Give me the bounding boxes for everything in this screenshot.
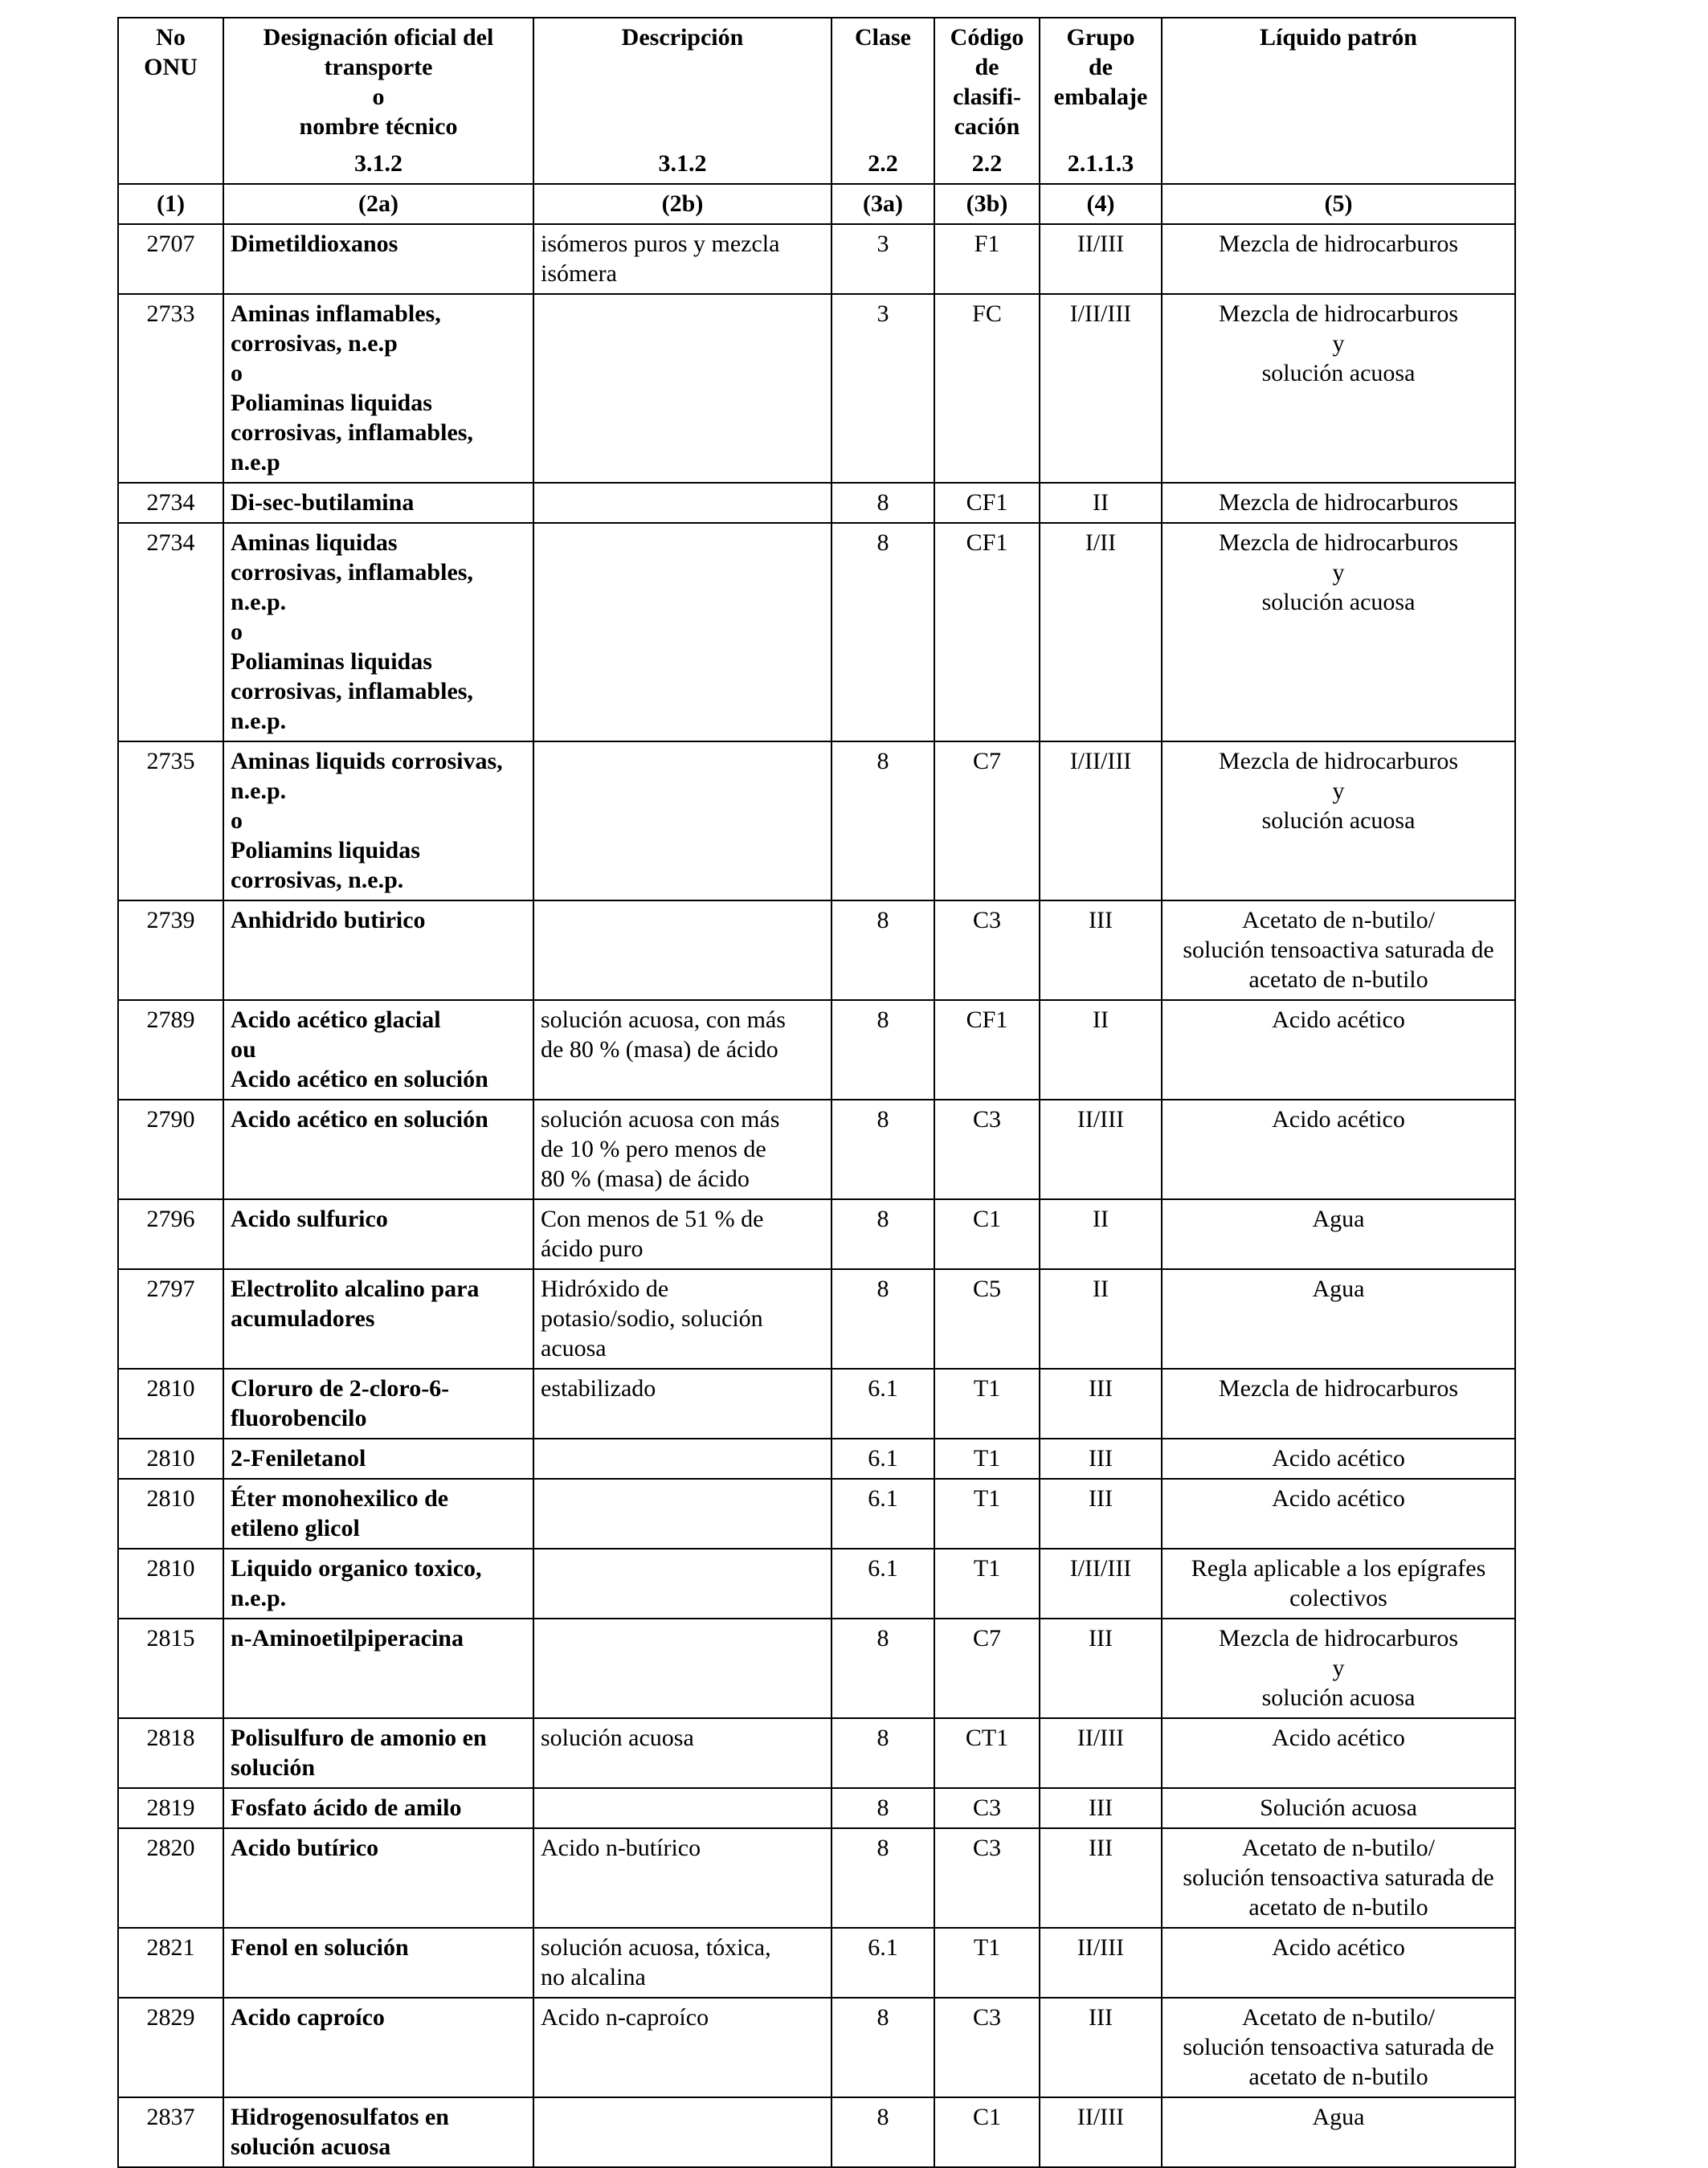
shipping-name-cell: Acido acético glacial ou Acido acético en solución bbox=[223, 1000, 533, 1100]
onu-number-cell: 2810 bbox=[118, 1549, 223, 1619]
description-cell bbox=[533, 483, 832, 523]
packing-group-cell: III bbox=[1040, 1998, 1162, 2097]
classification-code-cell: F1 bbox=[934, 224, 1040, 294]
header-row bbox=[118, 18, 1515, 184]
standard-liquid-cell: Mezcla de hidrocarburos y solución acuosa bbox=[1162, 523, 1515, 741]
description-cell bbox=[533, 1788, 832, 1828]
column-number: (4) bbox=[1040, 184, 1162, 224]
onu-number-cell: 2837 bbox=[118, 2097, 223, 2167]
onu-number-cell: 2810 bbox=[118, 1439, 223, 1479]
packing-group-cell: III bbox=[1040, 1369, 1162, 1439]
shipping-name-cell: Aminas inflamables, corrosivas, n.e.p o Poliaminas liquidas corrosivas, inflamables, n.e.p bbox=[223, 294, 533, 483]
onu-number-cell: 2735 bbox=[118, 741, 223, 900]
class-cell: 8 bbox=[832, 523, 934, 741]
shipping-name-cell: Acido caproíco bbox=[223, 1998, 533, 2097]
packing-group-cell: II/III bbox=[1040, 1718, 1162, 1788]
classification-code-cell: C7 bbox=[934, 1619, 1040, 1718]
column-number: (2a) bbox=[223, 184, 533, 224]
onu-number-cell: 2815 bbox=[118, 1619, 223, 1718]
table-row bbox=[118, 2097, 1515, 2167]
onu-number-cell: 2734 bbox=[118, 523, 223, 741]
table-row bbox=[118, 1928, 1515, 1998]
table-row bbox=[118, 1269, 1515, 1369]
classification-code-cell: CF1 bbox=[934, 483, 1040, 523]
table-row bbox=[118, 483, 1515, 523]
standard-liquid-cell: Acido acético bbox=[1162, 1439, 1515, 1479]
onu-number-cell: 2819 bbox=[118, 1788, 223, 1828]
packing-group-cell: I/II bbox=[1040, 523, 1162, 741]
packing-group-cell: III bbox=[1040, 1788, 1162, 1828]
classification-code-cell: C3 bbox=[934, 1788, 1040, 1828]
table-row bbox=[118, 1718, 1515, 1788]
class-cell: 8 bbox=[832, 483, 934, 523]
classification-code-cell: C5 bbox=[934, 1269, 1040, 1369]
table-row bbox=[118, 1369, 1515, 1439]
shipping-name-cell: Liquido organico toxico, n.e.p. bbox=[223, 1549, 533, 1619]
description-cell bbox=[533, 2097, 832, 2167]
header-cell-description bbox=[533, 18, 832, 184]
header-title: No ONU bbox=[144, 24, 198, 80]
table-row bbox=[118, 900, 1515, 1000]
description-cell: Hidróxido de potasio/sodio, solución acuosa bbox=[533, 1269, 832, 1369]
onu-number-cell: 2733 bbox=[118, 294, 223, 483]
shipping-name-cell: Éter monohexilico de etileno glicol bbox=[223, 1479, 533, 1549]
classification-code-cell: T1 bbox=[934, 1479, 1040, 1549]
standard-liquid-cell: Mezcla de hidrocarburos bbox=[1162, 1369, 1515, 1439]
header-ref: 3.1.2 bbox=[354, 150, 402, 177]
standard-liquid-cell: Agua bbox=[1162, 1269, 1515, 1369]
table-row bbox=[118, 1549, 1515, 1619]
description-cell bbox=[533, 1439, 832, 1479]
packing-group-cell: III bbox=[1040, 1479, 1162, 1549]
table-row bbox=[118, 1619, 1515, 1718]
class-cell: 6.1 bbox=[832, 1439, 934, 1479]
shipping-name-cell: Di-sec-butilamina bbox=[223, 483, 533, 523]
description-cell: solución acuosa, con más de 80 % (masa) de ácido bbox=[533, 1000, 832, 1100]
header-title: Clase bbox=[855, 24, 911, 51]
shipping-name-cell: Aminas liquidas corrosivas, inflamables, n.e.p. o Poliaminas liquidas corrosivas, inflamables, n.e.p. bbox=[223, 523, 533, 741]
description-cell bbox=[533, 1619, 832, 1718]
class-cell: 8 bbox=[832, 2097, 934, 2167]
standard-liquid-cell: Acetato de n-butilo/ solución tensoactiva saturada de acetato de n-butilo bbox=[1162, 1828, 1515, 1928]
classification-code-cell: CT1 bbox=[934, 1718, 1040, 1788]
table-row bbox=[118, 1828, 1515, 1928]
description-cell: estabilizado bbox=[533, 1369, 832, 1439]
class-cell: 3 bbox=[832, 224, 934, 294]
shipping-name-cell: Acido butírico bbox=[223, 1828, 533, 1928]
class-cell: 6.1 bbox=[832, 1549, 934, 1619]
standard-liquid-cell: Acido acético bbox=[1162, 1000, 1515, 1100]
classification-code-cell: FC bbox=[934, 294, 1040, 483]
packing-group-cell: III bbox=[1040, 1439, 1162, 1479]
table-row bbox=[118, 1000, 1515, 1100]
standard-liquid-cell: Agua bbox=[1162, 2097, 1515, 2167]
description-cell bbox=[533, 1549, 832, 1619]
shipping-name-cell: Acido sulfurico bbox=[223, 1199, 533, 1269]
onu-number-cell: 2821 bbox=[118, 1928, 223, 1998]
header-title: Descripción bbox=[621, 24, 744, 51]
description-cell: solución acuosa con más de 10 % pero menos de 80 % (masa) de ácido bbox=[533, 1100, 832, 1199]
shipping-name-cell: Aminas liquids corrosivas, n.e.p. o Poliamins liquidas corrosivas, n.e.p. bbox=[223, 741, 533, 900]
table-row bbox=[118, 1199, 1515, 1269]
onu-number-cell: 2796 bbox=[118, 1199, 223, 1269]
packing-group-cell: II bbox=[1040, 483, 1162, 523]
column-number: (3b) bbox=[934, 184, 1040, 224]
packing-group-cell: II/III bbox=[1040, 224, 1162, 294]
class-cell: 8 bbox=[832, 1199, 934, 1269]
shipping-name-cell: Fosfato ácido de amilo bbox=[223, 1788, 533, 1828]
class-cell: 8 bbox=[832, 1619, 934, 1718]
standard-liquid-cell: Agua bbox=[1162, 1199, 1515, 1269]
standard-liquid-cell: Acetato de n-butilo/ solución tensoactiva saturada de acetato de n-butilo bbox=[1162, 1998, 1515, 2097]
header-cell-name bbox=[223, 18, 533, 184]
header-ref: 2.1.1.3 bbox=[1067, 150, 1134, 177]
standard-liquid-cell: Mezcla de hidrocarburos y solución acuosa bbox=[1162, 741, 1515, 900]
description-cell bbox=[533, 294, 832, 483]
packing-group-cell: II bbox=[1040, 1199, 1162, 1269]
class-cell: 8 bbox=[832, 900, 934, 1000]
standard-liquid-cell: Mezcla de hidrocarburos bbox=[1162, 483, 1515, 523]
substances-table bbox=[117, 17, 1516, 2168]
shipping-name-cell: Electrolito alcalino para acumuladores bbox=[223, 1269, 533, 1369]
class-cell: 3 bbox=[832, 294, 934, 483]
standard-liquid-cell: Solución acuosa bbox=[1162, 1788, 1515, 1828]
header-cell-onu bbox=[118, 18, 223, 184]
header-ref: 3.1.2 bbox=[658, 150, 707, 177]
packing-group-cell: I/II/III bbox=[1040, 741, 1162, 900]
header-cell-packing-group bbox=[1040, 18, 1162, 184]
table-row bbox=[118, 523, 1515, 741]
onu-number-cell: 2810 bbox=[118, 1369, 223, 1439]
table-row bbox=[118, 1788, 1515, 1828]
table-row bbox=[118, 741, 1515, 900]
description-cell bbox=[533, 523, 832, 741]
classification-code-cell: C3 bbox=[934, 1998, 1040, 2097]
classification-code-cell: C7 bbox=[934, 741, 1040, 900]
shipping-name-cell: Cloruro de 2-cloro-6- fluorobencilo bbox=[223, 1369, 533, 1439]
packing-group-cell: II bbox=[1040, 1269, 1162, 1369]
header-title: Código de clasifi- cación bbox=[950, 24, 1024, 140]
description-cell bbox=[533, 1479, 832, 1549]
classification-code-cell: CF1 bbox=[934, 523, 1040, 741]
header-ref: 2.2 bbox=[971, 150, 1003, 177]
table-body bbox=[118, 224, 1515, 2167]
packing-group-cell: III bbox=[1040, 1619, 1162, 1718]
description-cell: solución acuosa, tóxica, no alcalina bbox=[533, 1928, 832, 1998]
header-cell-class bbox=[832, 18, 934, 184]
class-cell: 8 bbox=[832, 1000, 934, 1100]
description-cell: isómeros puros y mezcla isómera bbox=[533, 224, 832, 294]
header-ref: 2.2 bbox=[868, 150, 898, 177]
class-cell: 8 bbox=[832, 1998, 934, 2097]
onu-number-cell: 2739 bbox=[118, 900, 223, 1000]
class-cell: 8 bbox=[832, 1828, 934, 1928]
classification-code-cell: CF1 bbox=[934, 1000, 1040, 1100]
packing-group-cell: I/II/III bbox=[1040, 294, 1162, 483]
table-row bbox=[118, 224, 1515, 294]
table-row bbox=[118, 1479, 1515, 1549]
onu-number-cell: 2818 bbox=[118, 1718, 223, 1788]
column-number: (3a) bbox=[832, 184, 934, 224]
classification-code-cell: C3 bbox=[934, 900, 1040, 1000]
description-cell: solución acuosa bbox=[533, 1718, 832, 1788]
classification-code-cell: T1 bbox=[934, 1439, 1040, 1479]
column-number: (5) bbox=[1162, 184, 1515, 224]
header-title: Designación oficial del transporte o nombre técnico bbox=[263, 24, 494, 140]
onu-number-cell: 2829 bbox=[118, 1998, 223, 2097]
class-cell: 8 bbox=[832, 741, 934, 900]
header-cell-liquid bbox=[1162, 18, 1515, 184]
shipping-name-cell: Polisulfuro de amonio en solución bbox=[223, 1718, 533, 1788]
onu-number-cell: 2820 bbox=[118, 1828, 223, 1928]
description-cell bbox=[533, 900, 832, 1000]
table-row bbox=[118, 1439, 1515, 1479]
packing-group-cell: II bbox=[1040, 1000, 1162, 1100]
table-row bbox=[118, 1100, 1515, 1199]
standard-liquid-cell: Regla aplicable a los epígrafes colectivos bbox=[1162, 1549, 1515, 1619]
classification-code-cell: T1 bbox=[934, 1369, 1040, 1439]
classification-code-cell: C3 bbox=[934, 1828, 1040, 1928]
description-cell: Con menos de 51 % de ácido puro bbox=[533, 1199, 832, 1269]
shipping-name-cell: Acido acético en solución bbox=[223, 1100, 533, 1199]
packing-group-cell: II/III bbox=[1040, 1928, 1162, 1998]
class-cell: 6.1 bbox=[832, 1479, 934, 1549]
shipping-name-cell: Fenol en solución bbox=[223, 1928, 533, 1998]
class-cell: 8 bbox=[832, 1100, 934, 1199]
standard-liquid-cell: Acido acético bbox=[1162, 1100, 1515, 1199]
packing-group-cell: III bbox=[1040, 1828, 1162, 1928]
description-cell bbox=[533, 741, 832, 900]
class-cell: 8 bbox=[832, 1269, 934, 1369]
shipping-name-cell: 2-Feniletanol bbox=[223, 1439, 533, 1479]
class-cell: 6.1 bbox=[832, 1928, 934, 1998]
onu-number-cell: 2810 bbox=[118, 1479, 223, 1549]
standard-liquid-cell: Mezcla de hidrocarburos y solución acuosa bbox=[1162, 294, 1515, 483]
onu-number-cell: 2790 bbox=[118, 1100, 223, 1199]
packing-group-cell: III bbox=[1040, 900, 1162, 1000]
packing-group-cell: II/III bbox=[1040, 2097, 1162, 2167]
classification-code-cell: T1 bbox=[934, 1928, 1040, 1998]
header-title: Líquido patrón bbox=[1260, 24, 1417, 51]
table-row bbox=[118, 1998, 1515, 2097]
column-number: (2b) bbox=[533, 184, 832, 224]
onu-number-cell: 2707 bbox=[118, 224, 223, 294]
classification-code-cell: C1 bbox=[934, 2097, 1040, 2167]
standard-liquid-cell: Mezcla de hidrocarburos bbox=[1162, 224, 1515, 294]
header-cell-code bbox=[934, 18, 1040, 184]
description-cell: Acido n-butírico bbox=[533, 1828, 832, 1928]
shipping-name-cell: Dimetildioxanos bbox=[223, 224, 533, 294]
standard-liquid-cell: Mezcla de hidrocarburos y solución acuosa bbox=[1162, 1619, 1515, 1718]
standard-liquid-cell: Acido acético bbox=[1162, 1718, 1515, 1788]
standard-liquid-cell: Acetato de n-butilo/ solución tensoactiva saturada de acetato de n-butilo bbox=[1162, 900, 1515, 1000]
classification-code-cell: C3 bbox=[934, 1100, 1040, 1199]
table-row bbox=[118, 294, 1515, 483]
classification-code-cell: C1 bbox=[934, 1199, 1040, 1269]
column-number: (1) bbox=[118, 184, 223, 224]
column-number-row bbox=[118, 184, 1515, 224]
standard-liquid-cell: Acido acético bbox=[1162, 1928, 1515, 1998]
header-title: Grupo de embalaje bbox=[1053, 24, 1148, 110]
onu-number-cell: 2797 bbox=[118, 1269, 223, 1369]
onu-number-cell: 2734 bbox=[118, 483, 223, 523]
packing-group-cell: I/II/III bbox=[1040, 1549, 1162, 1619]
onu-number-cell: 2789 bbox=[118, 1000, 223, 1100]
class-cell: 8 bbox=[832, 1718, 934, 1788]
classification-code-cell: T1 bbox=[934, 1549, 1040, 1619]
class-cell: 8 bbox=[832, 1788, 934, 1828]
description-cell: Acido n-caproíco bbox=[533, 1998, 832, 2097]
shipping-name-cell: n-Aminoetilpiperacina bbox=[223, 1619, 533, 1718]
standard-liquid-cell: Acido acético bbox=[1162, 1479, 1515, 1549]
shipping-name-cell: Hidrogenosulfatos en solución acuosa bbox=[223, 2097, 533, 2167]
class-cell: 6.1 bbox=[832, 1369, 934, 1439]
shipping-name-cell: Anhidrido butirico bbox=[223, 900, 533, 1000]
packing-group-cell: II/III bbox=[1040, 1100, 1162, 1199]
